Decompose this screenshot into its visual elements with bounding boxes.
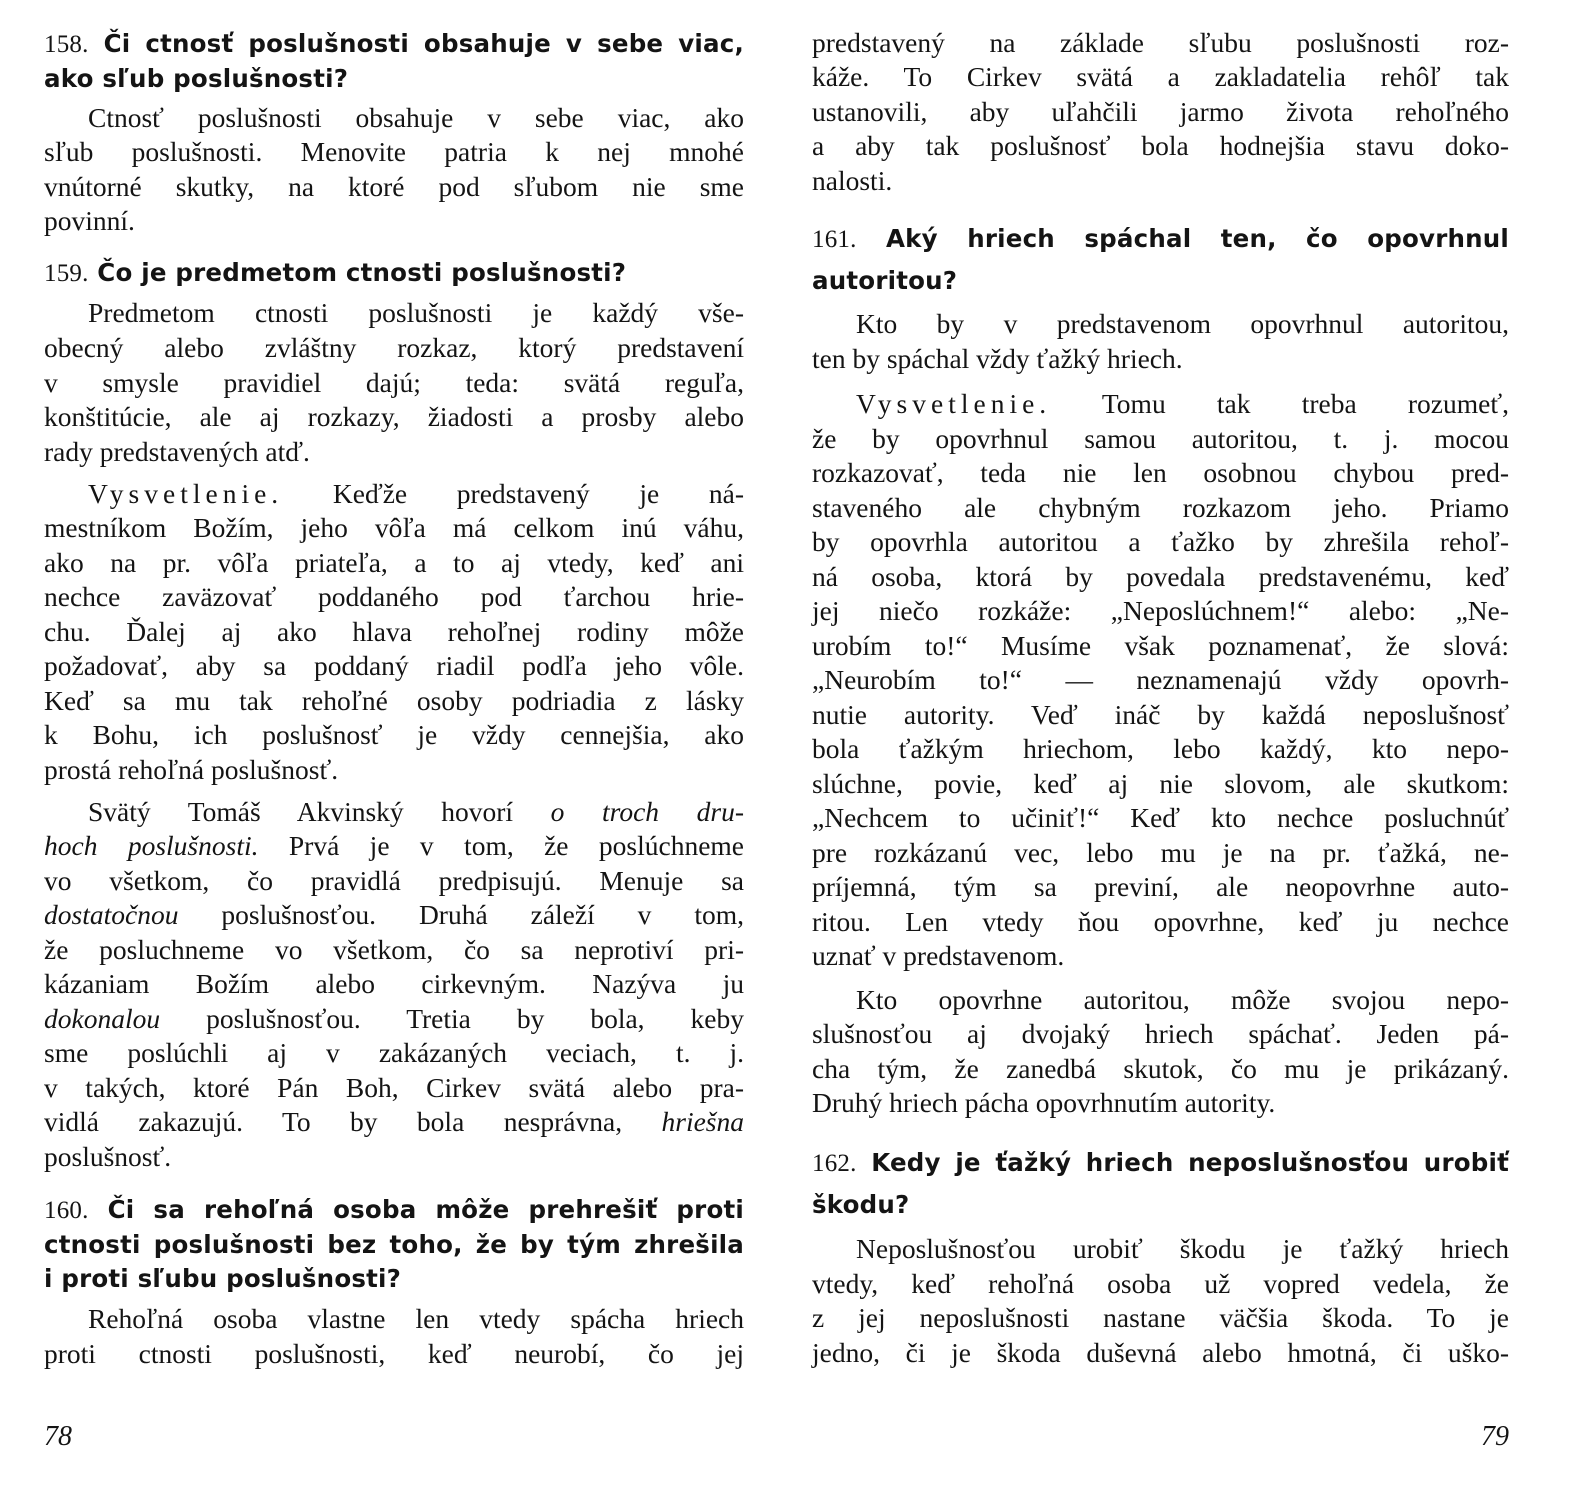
right-page <box>812 0 1509 1500</box>
explanation-label: Vysvetlenie. <box>88 478 284 509</box>
paragraph-line: požadovať, aby sa poddaný riadil podľa jeho vôle. <box>44 650 744 681</box>
italic-phrase: hoch poslušnosti. <box>44 830 259 861</box>
paragraph-line: prostá rehoľná poslušnosť. <box>44 754 339 785</box>
paragraph-line: slušnosťou aj dvojaký hriech spáchať. Jeden pá- <box>812 1018 1509 1049</box>
paragraph-line: vidlá zakazujú. To by bola nesprávna, hriešna <box>44 1106 744 1137</box>
question-162-heading-cont: škodu? <box>812 1190 910 1219</box>
paragraph-line: slúchne, povie, keď aj nie slovom, ale skutkom: <box>812 768 1509 799</box>
explanation-label: Vysvetlenie. <box>856 388 1052 419</box>
paragraph-line: mestníkom Božím, jeho vôľa má celkom inú váhu, <box>44 512 744 543</box>
paragraph-line: Neposlušnosťou urobiť škodu je ťažký hriech <box>856 1233 1509 1264</box>
paragraph-line: Svätý Tomáš Akvinský hovorí o troch dru- <box>88 796 744 827</box>
paragraph-line: z jej neposlušnosti nastane väčšia škoda. To je <box>812 1302 1509 1333</box>
paragraph-line: Predmetom ctnosti poslušnosti je každý vše- <box>88 297 744 328</box>
paragraph-line: dokonalou poslušnosťou. Tretia by bola, keby <box>44 1003 744 1034</box>
paragraph-line: k Bohu, ich poslušnosť je vždy cennejšia, ako <box>44 719 744 750</box>
paragraph-line: v takých, ktoré Pán Boh, Cirkev svätá alebo pra- <box>44 1072 744 1103</box>
paragraph-line: ritou. Len vtedy ňou opovrhne, keď ju nechce <box>812 906 1509 937</box>
italic-phrase: dostatočnou <box>44 899 179 930</box>
paragraph-line: proti ctnosti poslušnosti, keď neurobí, čo jej <box>44 1338 744 1369</box>
paragraph-line: Ctnosť poslušnosti obsahuje v sebe viac, ako <box>88 102 744 133</box>
paragraph-line: vnútorné skutky, na ktoré pod sľubom nie sme <box>44 171 744 202</box>
paragraph-line: Kto opovrhne autoritou, môže svojou nepo- <box>856 984 1509 1015</box>
paragraph-line: urobím to!“ Musíme však poznamenať, že slová: <box>812 630 1509 661</box>
paragraph-line: povinní. <box>44 205 135 236</box>
paragraph-line: ako na pr. vôľa priateľa, a to aj vtedy, keď ani <box>44 547 744 578</box>
paragraph-line: cha tým, že zanedbá skutok, čo mu je prikázaný. <box>812 1053 1509 1084</box>
paragraph-line: hoch poslušnosti. Prvá je v tom, že poslúchneme <box>44 830 745 861</box>
paragraph-line: Rehoľná osoba vlastne len vtedy spácha hriech <box>88 1303 744 1334</box>
italic-phrase: dokonalou <box>44 1003 161 1034</box>
question-162-heading: 162. Kedy je ťažký hriech neposlušnosťou urobiť <box>812 1148 1509 1177</box>
left-page <box>44 0 744 1500</box>
paragraph-line: že posluchneme vo všetkom, čo sa neprotiví pri- <box>44 934 744 965</box>
paragraph-line: sľub poslušnosti. Menovite patria k nej mnohé <box>44 136 744 167</box>
paragraph-line: Keď sa mu tak rehoľné osoby podriadia z lásky <box>44 685 744 716</box>
paragraph-line: by opovrhla autoritou a ťažko by zhrešila rehoľ- <box>812 526 1509 557</box>
paragraph-line: pre rozkázanú vec, lebo mu je na pr. ťažká, ne- <box>812 837 1509 868</box>
paragraph-line: príjemná, tým sa previní, ale neopovrhne auto- <box>812 871 1509 902</box>
paragraph-line: v smysle pravidiel dajú; teda: svätá reguľa, <box>44 367 744 398</box>
paragraph-line: bola ťažkým hriechom, lebo každý, kto nepo- <box>812 733 1509 764</box>
italic-phrase: o troch dru- <box>550 796 744 827</box>
paragraph-line: ná osoba, ktorá by povedala predstavenému, keď <box>812 561 1509 592</box>
paragraph-line: Kto by v predstavenom opovrhnul autoritou, <box>856 308 1509 339</box>
question-161-heading: 161. Aký hriech spáchal ten, čo opovrhnul <box>812 224 1509 253</box>
paragraph-line: staveného ale chybným rozkazom jeho. Priamo <box>812 492 1509 523</box>
paragraph-line: rady predstavených atď. <box>44 436 310 467</box>
question-158-heading-cont: ako sľub poslušnosti? <box>44 64 349 93</box>
paragraph-line: chu. Ďalej aj ako hlava rehoľnej rodiny môže <box>44 616 744 647</box>
question-160-heading-cont: ctnosti poslušnosti bez toho, že by tým zhrešila <box>44 1230 744 1259</box>
question-number: 159. <box>44 260 89 287</box>
paragraph-line: jedno, či je škoda duševná alebo hmotná, či uško- <box>812 1337 1509 1368</box>
question-number: 160. <box>44 1197 89 1224</box>
paragraph-line: „Neurobím to!“ — neznamenajú vždy opovrh- <box>812 664 1509 695</box>
paragraph-line: rozkazovať, teda nie len osobnou chybou pred- <box>812 457 1509 488</box>
paragraph-line: Druhý hriech pácha opovrhnutím autority. <box>812 1087 1276 1118</box>
paragraph-line: dostatočnou poslušnosťou. Druhá záleží v tom, <box>44 899 744 930</box>
paragraph-line: nalosti. <box>812 165 893 196</box>
paragraph-line: a aby tak poslušnosť bola hodnejšia stavu doko- <box>812 130 1509 161</box>
explanation-line: Vysvetlenie. Keďže predstavený je ná- <box>88 478 744 509</box>
question-160-heading: 160. Či sa rehoľná osoba môže prehrešiť proti <box>44 1195 744 1224</box>
question-158-heading: 158. Či ctnosť poslušnosti obsahuje v sebe viac, <box>44 29 744 58</box>
italic-phrase: hriešna <box>661 1106 744 1137</box>
paragraph-line: obecný alebo zvláštny rozkaz, ktorý predstavení <box>44 332 744 363</box>
paragraph-line: „Nechcem to učiniť!“ Keď kto nechce posluchnúť <box>812 802 1509 833</box>
paragraph-line: jej niečo rozkáže: „Neposlúchnem!“ alebo: „Ne- <box>812 595 1509 626</box>
paragraph-line: poslušnosť. <box>44 1141 172 1172</box>
paragraph-line: kázaniam Božím alebo cirkevným. Nazýva ju <box>44 968 744 999</box>
paragraph-line: predstavený na základe sľubu poslušnosti roz- <box>812 27 1509 58</box>
paragraph-line: sme poslúchli aj v zakázaných veciach, t. j. <box>44 1037 744 1068</box>
page-number: 78 <box>44 1421 72 1452</box>
paragraph-line: vtedy, keď rehoľná osoba už vopred vedela, že <box>812 1268 1509 1299</box>
paragraph-line: vo všetkom, čo pravidlá predpisujú. Menuje sa <box>44 865 744 896</box>
paragraph-line: konštitúcie, ale aj rozkazy, žiadosti a prosby alebo <box>44 401 744 432</box>
paragraph-line: ustanovili, aby uľahčili jarmo života rehoľného <box>812 96 1509 127</box>
explanation-line: Vysvetlenie. Tomu tak treba rozumeť, <box>856 388 1509 419</box>
paragraph-line: uznať v predstavenom. <box>812 940 1065 971</box>
question-number: 162. <box>812 1150 857 1177</box>
paragraph-line: ten by spáchal vždy ťažký hriech. <box>812 343 1183 374</box>
paragraph-line: nutie autority. Veď ináč by každá neposlušnosť <box>812 699 1509 730</box>
paragraph-line: že by opovrhnul samou autoritou, t. j. mocou <box>812 423 1509 454</box>
question-number: 161. <box>812 226 857 253</box>
page-number: 79 <box>1481 1421 1509 1452</box>
question-159-heading: 159. Čo je predmetom ctnosti poslušnosti? <box>44 258 627 287</box>
paragraph-line: nechce zaväzovať poddaného pod ťarchou hrie- <box>44 581 744 612</box>
question-160-heading-cont: i proti sľubu poslušnosti? <box>44 1264 402 1293</box>
paragraph-line: káže. To Cirkev svätá a zakladatelia rehôľ tak <box>812 61 1509 92</box>
question-number: 158. <box>44 31 89 58</box>
question-161-heading-cont: autoritou? <box>812 266 958 295</box>
